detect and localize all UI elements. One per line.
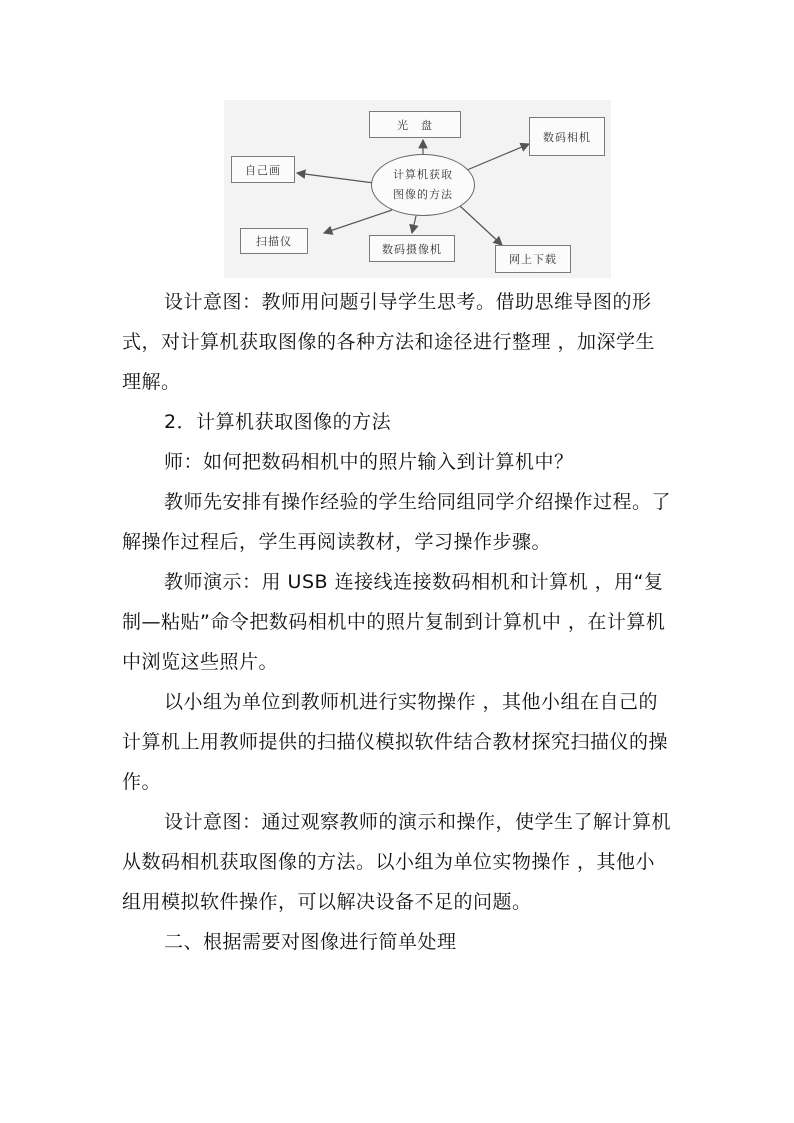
arrow-to-saomiaoyi xyxy=(324,210,392,233)
arrow-to-shumaxiangji xyxy=(467,144,529,170)
center-node-line2: 图像的方法 xyxy=(393,188,453,201)
paragraph-design-intent-2: 设计意图：通过观察教师的演示和操作，使学生了解计算机从数码相机获取图像的方法。以小组为单位实物操作 ，其他小组用模拟软件操作，可以解决设备不足的问题。 xyxy=(122,811,672,913)
node-zijihua: 自己画 xyxy=(231,156,295,183)
section-heading-2: 2．计算机获取图像的方法 xyxy=(164,411,392,433)
paragraph-teacher-question: 师：如何把数码相机中的照片输入到计算机中？ xyxy=(164,451,574,473)
arrow-to-wangshangxiazai xyxy=(460,206,502,245)
arrow-to-zijihua xyxy=(297,173,374,183)
center-node-line1: 计算机获取 xyxy=(393,168,453,181)
paragraph-group-operation: 以小组为单位到教师机进行实物操作 ，其他小组在自己的计算机上用教师提供的扫描仪模拟软件结合教材探究扫描仪的操作。 xyxy=(122,691,669,793)
center-node xyxy=(371,154,475,216)
node-wangshangxiazai: 网上下载 xyxy=(495,245,571,273)
paragraph-teacher-demo: 教师演示：用 USB 连接线连接数码相机和计算机 ，用“复制—粘贴”命令把数码相机中的照片复制到计算机中 ，在计算机中浏览这些照片。 xyxy=(122,571,666,673)
node-guangpan: 光 盘 xyxy=(369,111,461,138)
arrow-to-shumashexiangji xyxy=(412,216,416,233)
node-shumaxiangji: 数码相机 xyxy=(529,117,605,156)
node-saomiaoyi: 扫描仪 xyxy=(240,228,308,254)
paragraph-design-intent-1: 设计意图：教师用问题引导学生思考。借助思维导图的形式，对计算机获取图像的各种方法和途径进行整理 ，加深学生理解。 xyxy=(122,291,656,393)
body-text xyxy=(122,282,674,962)
paragraph-teacher-arrange: 教师先安排有操作经验的学生给同组同学介绍操作过程。了解操作过程后，学生再阅读教材，学习操作步骤。 xyxy=(122,491,672,553)
node-shumashexiangji: 数码摄像机 xyxy=(369,235,455,262)
section-heading-two: 二、根据需要对图像进行简单处理 xyxy=(164,931,457,953)
mind-map-figure xyxy=(224,100,611,278)
